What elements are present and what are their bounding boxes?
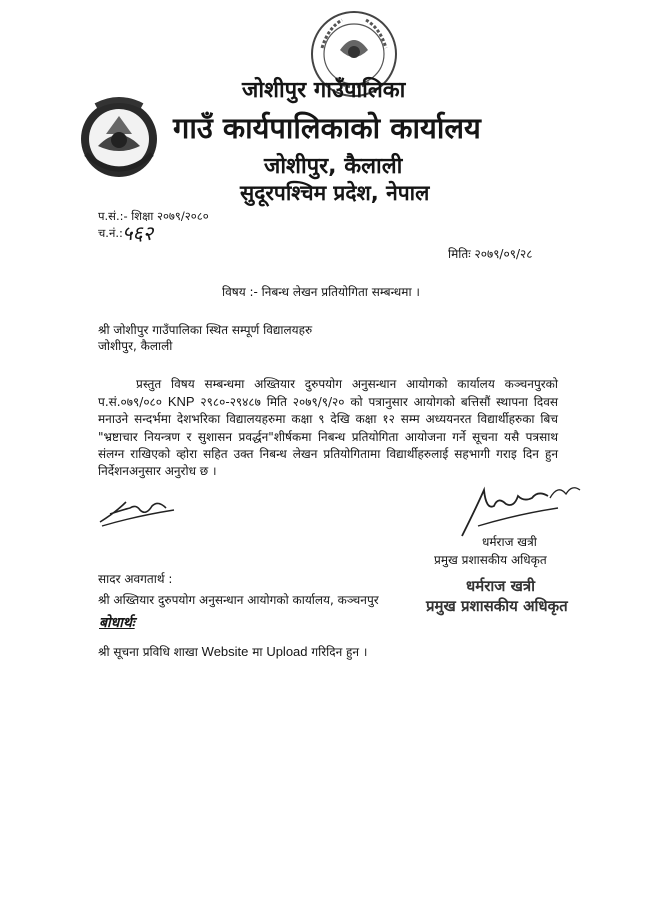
letter-date: मितिः २०७९/०९/२८ <box>448 247 533 261</box>
cc-line2-part2: मा <box>248 645 267 659</box>
cc-recipient-2 <box>98 643 367 660</box>
letterhead-office: गाउँ कार्यपालिकाको कार्यालय <box>173 111 481 145</box>
addressee-line-1: श्री जोशीपुर गाउँपालिका स्थित सम्पूर्ण विद्यालयहरु <box>98 323 313 337</box>
signatory-title: प्रमुख प्रशासकीय अधिकृत <box>434 553 547 567</box>
chalani-label: च.नं.: <box>98 226 123 240</box>
chalani-number-handwritten: ५६२ <box>122 221 154 245</box>
letterhead-province: सुदूरपश्चिम प्रदेश, नेपाल <box>240 181 430 205</box>
letterhead-municipality: जोशीपुर गाउँपालिका <box>242 78 406 103</box>
cc-line2-part1: श्री सूचना प्रविधि शाखा <box>98 645 202 659</box>
letterhead-location: जोशीपुर, कैलाली <box>264 154 403 179</box>
body-part-2: २९८०-२९४८७ मिति २०७९/९/२० को पत्रानुसार आयोगको बत्तिसौं स्थापना दिवस मनाउने सन्दर्भमा देशभरिका विद्यालयहरुमा कक्षा ९ देखि कक्षा १२ सम्म अध्ययनरत विद्यार्थीहरुका बिच "भ्रष्टाचार नियन्त्रण र सुशासन प्रवर्द्धन"शीर्षकमा निबन्ध प्रतियोगिता आयोजना गर्ने सूचना यसै पत्रसाथ संलग्न राखिएको व्होरा सहित उक्त निबन्ध लेखन प्रतियोगितामा विद्यार्थीहरुलाई सहभागी गराइ दिन हुन निर्देशनअनुसार अनुरोध छ । <box>98 395 558 479</box>
signatory-name: धर्मराज खत्री <box>482 535 537 549</box>
copy-label-handwritten: बोधार्थः <box>99 615 135 631</box>
patra-sankhya: प.सं.:- शिक्षा २०७९/२०८० <box>98 209 209 223</box>
stamp-name: धर्मराज खत्री <box>466 577 536 595</box>
cc-label: सादर अवगतार्थ : <box>98 572 173 586</box>
cc-line2-part3: गरिदिन हुन । <box>307 645 368 659</box>
cc-line2-upload: Upload <box>266 644 308 659</box>
handwritten-initials <box>96 494 178 528</box>
addressee-line-2: जोशीपुर, कैलाली <box>98 339 173 353</box>
letter-body <box>98 376 558 480</box>
nepal-emblem-icon <box>76 94 162 180</box>
body-knp: KNP <box>167 394 195 410</box>
stamp-title: प्रमुख प्रशासकीय अधिकृत <box>426 597 568 615</box>
cc-line2-website: Website <box>201 644 249 659</box>
letter-subject: विषय :- निबन्ध लेखन प्रतियोगिता सम्बन्धमा । <box>222 285 420 299</box>
body-part-1: प्रस्तुत विषय सम्बन्धमा अख्तियार दुरुपयोग अनुसन्धान आयोगको कार्यालय कञ्चनपुरको प.सं.०७९/०८० <box>98 377 558 410</box>
cc-recipient-1: श्री अख्तियार दुरुपयोग अनुसन्धान आयोगको कार्यालय, कञ्चनपुर <box>98 593 379 607</box>
